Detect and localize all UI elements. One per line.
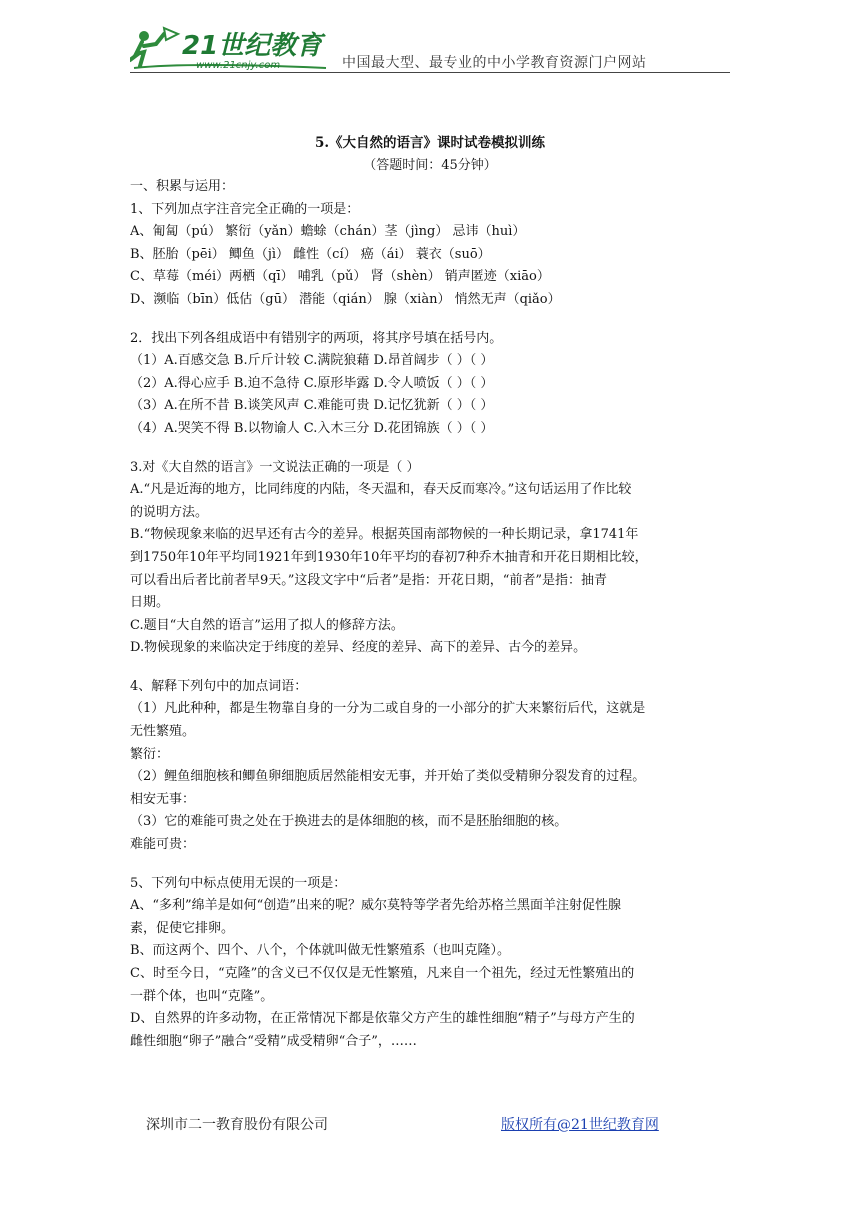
logo-text: 21世纪教育: [182, 31, 323, 61]
header-divider: [130, 72, 730, 73]
text-line: C、时至今日，“克隆”的含义已不仅仅是无性繁殖，凡来自一个祖先，经过无性繁殖出的: [130, 966, 635, 981]
text-line: （2）A.得心应手 B.迫不急待 C.原形毕露 D.令人喷饭（ ）（ ）: [130, 375, 494, 391]
site-tagline: 中国最大型、最专业的中小学教育资源门户网站: [342, 55, 647, 71]
text-line: D、自然界的许多动物，在正常情况下都是依靠父方产生的雄性细胞“精子”与母方产生的: [130, 1011, 635, 1027]
text-line: A、匍匐（pú） 繁衍（yǎn）蟾蜍（chán）茎（jìng） 忌讳（huì）: [130, 224, 526, 240]
footer-copyright-link[interactable]: 版权所有@21世纪教育网: [501, 1117, 659, 1133]
text-line: 无性繁殖。: [130, 724, 196, 740]
text-line: 日期。: [130, 595, 170, 611]
running-man-logo-icon: [130, 24, 330, 72]
text-line: 3.对《大自然的语言》一文说法正确的一项是（ ）: [130, 459, 420, 475]
text-line: 可以看出后者比前者早9天。”这段文字中“后者”是指：开花日期，“前者”是指：抽青: [130, 572, 608, 588]
text-line: A、“多利”绵羊是如何“创造”出来的呢？威尔莫特等学者先给苏格兰黑面羊注射促性腺: [130, 898, 621, 914]
text-line: 难能可贵：: [130, 837, 196, 853]
document-title: 5.《大自然的语言》课时试卷模拟训练: [314, 135, 546, 151]
text-line: 5、下列句中标点使用无误的一项是：: [130, 875, 347, 891]
logo-url-text: www.21cnjy.com: [196, 60, 281, 71]
text-line: 素，促使它排卵。: [130, 920, 235, 936]
text-line: C.题目“大自然的语言”运用了拟人的修辞方法。: [130, 617, 404, 633]
text-line: 1、下列加点字注音完全正确的一项是：: [130, 201, 360, 217]
text-line: D.物候现象的来临决定于纬度的差异、经度的差异、高下的差异、古今的差异。: [130, 640, 587, 656]
document-body: [130, 176, 730, 1053]
text-line: （4）A.哭笑不得 B.以物谕人 C.入木三分 D.花团锦族（ ）（ ）: [130, 420, 494, 436]
text-line: B.“物候现象来临的迟早还有古今的差异。根据英国南部物候的一种长期记录，拿1741年: [130, 527, 639, 543]
text-line: 相安无事：: [130, 791, 196, 807]
text-line: C、草莓（méi）两栖（qī） 哺乳（pǔ） 肾（shèn） 销声匿迹（xiāo）: [130, 269, 550, 285]
text-line: （3）它的难能可贵之处在于换进去的是体细胞的核，而不是胚胎细胞的核。: [130, 814, 568, 830]
site-header: [130, 24, 730, 76]
text-line: （1）凡此种种，都是生物靠自身的一分为二或自身的一小部分的扩大来繁衍后代，这就是: [130, 701, 646, 717]
document-subtitle: （答题时间：45分钟）: [363, 158, 497, 173]
text-line: 繁衍：: [130, 746, 170, 762]
site-logo[interactable]: [130, 24, 330, 72]
text-line: 雌性细胞“卵子”融合“受精”成受精卵“合子”，……: [130, 1033, 417, 1049]
text-line: 的说明方法。: [130, 504, 209, 520]
text-line: 一群个体，也叫“克隆”。: [130, 988, 274, 1004]
text-line: B、而这两个、四个、八个，个体就叫做无性繁殖系（也叫克隆）。: [130, 943, 511, 959]
text-line: （1）A.百感交急 B.斤斤计较 C.满院狼藉 D.昂首阔步（ ）（ ）: [130, 353, 494, 369]
text-line: 到1750年10年平均同1921年到1930年10年平均的春初7种乔木抽青和开花日期相比较，: [130, 549, 648, 565]
text-line: （2）鲤鱼细胞核和鲫鱼卵细胞质居然能相安无事，并开始了类似受精卵分裂发育的过程。: [130, 769, 646, 785]
text-line: （3）A.在所不昔 B.谈笑风声 C.难能可贵 D.记忆犹新（ ）（ ）: [130, 398, 494, 414]
paragraph-gap: [130, 660, 730, 676]
text-line: A.“凡是近海的地方，比同纬度的内陆，冬天温和，春天反而寒冷。”这句话运用了作比较: [130, 482, 632, 498]
text-line: 4、解释下列句中的加点词语：: [130, 678, 308, 694]
text-line: B、胚胎（pēi） 鲫鱼（jì） 雌性（cí） 癌（ái） 蓑衣（suō）: [130, 246, 491, 262]
text-line: 2．找出下列各组成语中有错别字的两项，将其序号填在括号内。: [130, 330, 503, 346]
text-line: D、濒临（bīn）低估（gū） 潜能（qián） 腺（xiàn） 悄然无声（qiǎo）: [130, 291, 561, 307]
paragraph-gap: [130, 312, 730, 328]
paragraph-gap: [130, 441, 730, 457]
paragraph-gap: [130, 857, 730, 873]
text-line: 一、积累与运用：: [130, 179, 235, 194]
footer-company: 深圳市二一教育股份有限公司: [146, 1117, 328, 1133]
